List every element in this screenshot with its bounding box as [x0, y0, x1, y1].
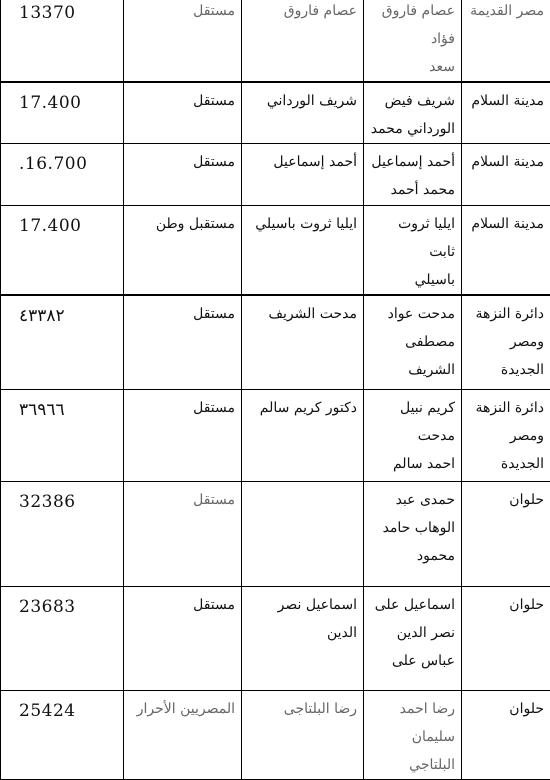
table-row — [1, 481, 550, 586]
party-cell: مستقل — [124, 0, 242, 82]
district-cell: مدينة السلام — [462, 82, 550, 144]
party-cell: المصريين الأحرار — [124, 690, 242, 779]
votes-cell: 32386 — [1, 481, 124, 586]
candidate-name-cell: عصام فاروق فؤاد سعد — [364, 0, 462, 82]
table-row — [1, 586, 550, 690]
table-row — [1, 144, 550, 206]
short-name-cell: اسماعيل نصر الدين — [242, 586, 364, 690]
short-name-cell: أحمد إسماعيل — [242, 144, 364, 206]
party-cell: مستقل — [124, 295, 242, 389]
table-row — [1, 295, 550, 389]
table-row — [1, 82, 550, 144]
votes-cell: 13370 — [1, 0, 124, 82]
candidate-name-cell: ايليا ثروت ثابت باسيلي — [364, 206, 462, 296]
votes-cell: .16.700 — [1, 144, 124, 206]
district-cell: دائرة النزهة ومصر الجديدة — [462, 389, 550, 481]
table-row — [1, 0, 550, 82]
party-cell: مستقل — [124, 389, 242, 481]
district-cell: مدينة السلام — [462, 144, 550, 206]
short-name-cell: شريف الورداني — [242, 82, 364, 144]
table-row — [1, 206, 550, 296]
votes-cell: 25424 — [1, 690, 124, 779]
short-name-cell: ايليا ثروت باسيلي — [242, 206, 364, 296]
party-cell: مستقل — [124, 586, 242, 690]
district-cell: دائرة النزهة ومصر الجديدة — [462, 295, 550, 389]
party-cell: مستقل — [124, 144, 242, 206]
candidate-name-cell: شريف فيض الورداني محمد — [364, 82, 462, 144]
votes-cell: 17.400 — [1, 206, 124, 296]
candidate-name-cell: كريم نبيل مدحت احمد سالم — [364, 389, 462, 481]
short-name-cell: دكتور كريم سالم — [242, 389, 364, 481]
district-cell: حلوان — [462, 690, 550, 779]
votes-cell: ٣٦٩٦٦ — [1, 389, 124, 481]
party-cell: مستقل — [124, 82, 242, 144]
short-name-cell: عصام فاروق — [242, 0, 364, 82]
short-name-cell: رضا البلتاجى — [242, 690, 364, 779]
table-row — [1, 389, 550, 481]
votes-cell: 23683 — [1, 586, 124, 690]
candidate-name-cell: رضا احمد سليمان البلتاجي — [364, 690, 462, 779]
votes-cell: ٤٣٣٨٢ — [1, 295, 124, 389]
candidate-name-cell: اسماعيل على نصر الدين عباس على — [364, 586, 462, 690]
district-cell: حلوان — [462, 586, 550, 690]
short-name-cell — [242, 481, 364, 586]
candidate-name-cell: مدحت عواد مصطفى الشريف — [364, 295, 462, 389]
party-cell: مستقبل وطن — [124, 206, 242, 296]
candidate-name-cell: أحمد إسماعيل محمد أحمد — [364, 144, 462, 206]
candidate-name-cell: حمدى عبد الوهاب حامد محمود — [364, 481, 462, 586]
district-cell: حلوان — [462, 481, 550, 586]
table-row — [1, 690, 550, 779]
district-cell: مصر القديمة — [462, 0, 550, 82]
short-name-cell: مدحت الشريف — [242, 295, 364, 389]
votes-cell: 17.400 — [1, 82, 124, 144]
party-cell: مستقل — [124, 481, 242, 586]
district-cell: مدينة السلام — [462, 206, 550, 296]
